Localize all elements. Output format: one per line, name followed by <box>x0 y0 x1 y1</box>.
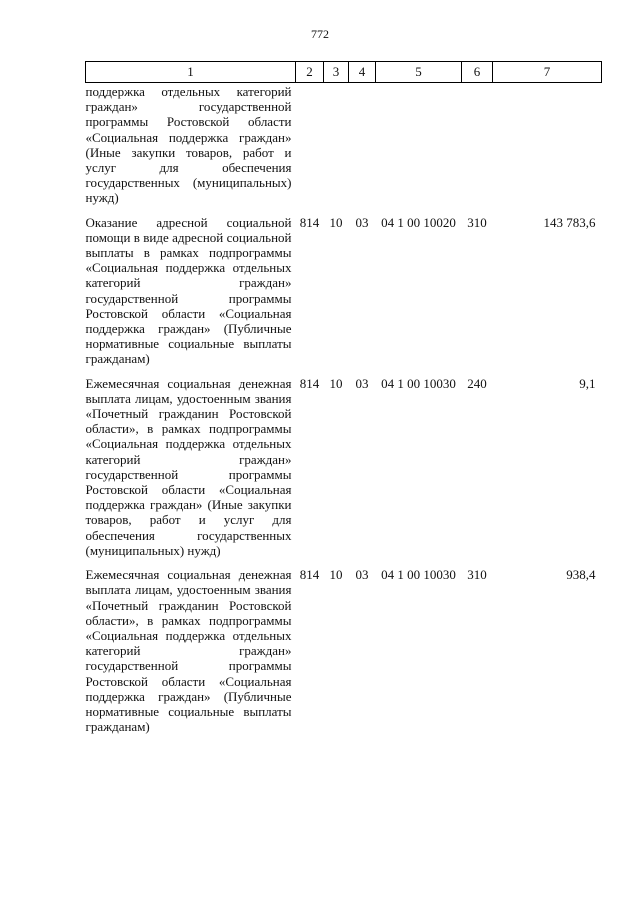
row-section <box>324 83 349 215</box>
row-subsection: 03 <box>355 214 369 230</box>
row-amount: 938,4 <box>566 567 596 583</box>
budget-table <box>85 61 602 743</box>
row-subsection: 03 <box>355 567 369 583</box>
header-col-1: 1 <box>86 62 296 83</box>
header-col-5: 5 <box>376 62 462 83</box>
row-target-article: 04 1 00 10030 <box>381 567 456 583</box>
table-row <box>86 567 602 743</box>
row-target-article: 04 1 00 10030 <box>381 375 456 391</box>
header-col-2: 2 <box>296 62 324 83</box>
row-expense-type: 310 <box>467 567 487 583</box>
row-target-article <box>376 83 462 215</box>
table-row <box>86 215 602 376</box>
header-col-7: 7 <box>493 62 602 83</box>
row-expense-type <box>462 83 493 215</box>
table-row <box>86 83 602 215</box>
page-number: 772 <box>311 27 329 41</box>
row-amount: 143 783,6 <box>543 214 596 230</box>
row-ministry: 814 <box>299 214 320 230</box>
row-expense-type: 310 <box>467 214 487 230</box>
row-expense-type: 240 <box>467 375 487 391</box>
row-section: 10 <box>329 375 343 391</box>
row-ministry <box>296 83 324 215</box>
row-ministry: 814 <box>299 375 320 391</box>
row-description: Оказание адресной социальной помощи в виде адресной социальной выплаты в рамках подпрограммы «Социальная поддержка отдельных категорий граждан» государственной программы Ростовской области «Социальная поддержка граждан» (Публичные нормативные социальные выплаты гражданам) <box>85 214 292 367</box>
header-col-6: 6 <box>462 62 493 83</box>
row-amount: 9,1 <box>579 375 596 391</box>
table-row <box>86 376 602 567</box>
row-description: Ежемесячная социальная денежная выплата лицам, удостоенным звания «Почетный гражданин Ростовской области», в рамках подпрограммы «Социальная поддержка отдельных категорий граждан» государственной программы Ростовской области «Социальная поддержка граждан» (Иные закупки товаров, работ и услуг для обеспечения государственных (муниципальных) нужд) <box>85 375 292 558</box>
header-col-4: 4 <box>349 62 376 83</box>
row-section: 10 <box>329 214 343 230</box>
row-subsection <box>349 83 376 215</box>
header-row <box>86 62 602 83</box>
row-section: 10 <box>329 567 343 583</box>
row-ministry: 814 <box>299 567 320 583</box>
row-amount <box>493 83 602 215</box>
row-description: поддержка отдельных категорий граждан» государственной программы Ростовской области «Социальная поддержка граждан» (Иные закупки товаров, работ и услуг для обеспечения государственных (муниципальных) нужд) <box>85 84 292 206</box>
row-target-article: 04 1 00 10020 <box>381 214 456 230</box>
header-col-3: 3 <box>324 62 349 83</box>
row-description: Ежемесячная социальная денежная выплата лицам, удостоенным звания «Почетный гражданин Ростовской области», в рамках подпрограммы «Социальная поддержка отдельных категорий граждан» государственной программы Ростовской области «Социальная поддержка граждан» (Публичные нормативные социальные выплаты гражданам) <box>85 567 292 735</box>
row-subsection: 03 <box>355 375 369 391</box>
